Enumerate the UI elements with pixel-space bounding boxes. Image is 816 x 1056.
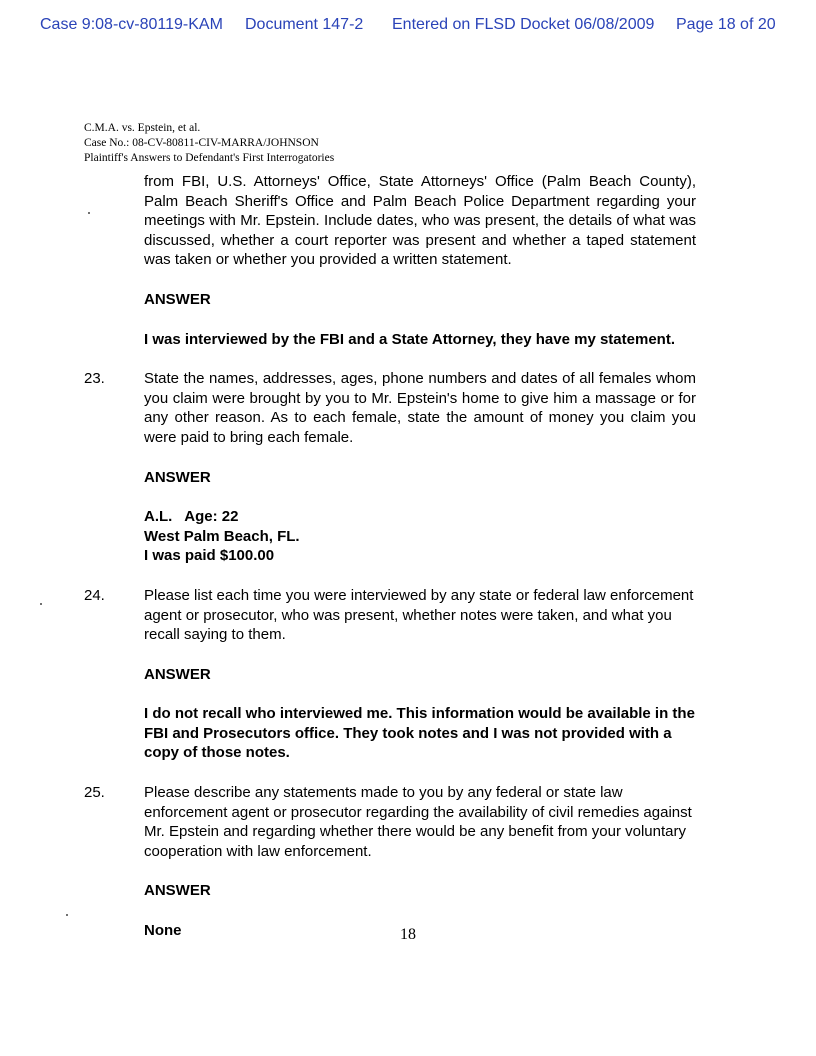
interrogatory-text: Please describe any statements made to you by any federal or state law enforcement agent or prosecutor regarding the availability of civil remedies against Mr. Epstein and regarding whether there would be any benefit from your voluntary cooperation with law enforcement. <box>144 784 692 860</box>
interrogatory-number: 25. <box>84 784 105 802</box>
scan-speck <box>66 914 68 916</box>
continuation-block <box>144 172 696 349</box>
scan-speck <box>88 212 90 214</box>
docket-document-number: Document 147-2 <box>245 16 364 33</box>
answer-payment: I was paid $100.00 <box>144 547 275 565</box>
continuation-text: from FBI, U.S. Attorneys' Office, State Attorneys' Office (Palm Beach County), Palm Beach Sheriff's Office and Palm Beach Police Department regarding your meetings with Mr. Epstein. Include dates, who was present, the details of what was discussed, whether a court reporter was present and whether a taped statement was taken or whether you provided a written statement. <box>144 173 696 269</box>
docket-entered-date: Entered on FLSD Docket 06/08/2009 <box>392 16 655 33</box>
answer-heading: ANSWER <box>144 882 211 900</box>
docket-header <box>0 16 816 40</box>
caption-document-title: Plaintiff's Answers to Defendant's First Interrogatories <box>84 152 335 164</box>
interrogatory-number: 23. <box>84 370 105 388</box>
answer-text: I was interviewed by the FBI and a State Attorney, they have my statement. <box>144 330 675 348</box>
answer-text: I do not recall who interviewed me. This information would be available in the FBI and Prosecutors office. They took notes and I was not provided with a copy of those notes. <box>144 705 695 762</box>
caption-case-number: Case No.: 08-CV-80811-CIV-MARRA/JOHNSON <box>84 137 319 149</box>
docket-page-count: Page 18 of 20 <box>676 16 776 33</box>
interrogatory-number: 24. <box>84 586 105 604</box>
interrogatory-25 <box>84 783 696 941</box>
answer-location: West Palm Beach, FL. <box>144 527 300 545</box>
answer-text: None <box>144 922 182 940</box>
answer-heading: ANSWER <box>144 665 211 683</box>
interrogatory-text: Please list each time you were interviewed by any state or federal law enforcement agent or prosecutor, who was present, whether notes were taken, and what you recall saying to them. <box>144 586 694 644</box>
page-number: 18 <box>400 926 416 943</box>
answer-heading: ANSWER <box>144 468 211 486</box>
interrogatory-text: State the names, addresses, ages, phone numbers and dates of all females whom you claim were brought by you to Mr. Epstein's home to give him a massage or for any other reason. As to each female, state the amount of money you claim you were paid to bring each female. <box>144 370 696 446</box>
answer-heading: ANSWER <box>144 290 211 308</box>
scan-speck <box>40 603 42 605</box>
case-caption <box>84 121 334 166</box>
caption-parties: C.M.A. vs. Epstein, et al. <box>84 122 201 134</box>
interrogatory-23 <box>84 369 696 566</box>
document-body <box>84 172 696 941</box>
docket-case-number: Case 9:08-cv-80119-KAM <box>40 16 223 33</box>
interrogatory-24 <box>84 586 696 763</box>
answer-name-age: A.L. Age: 22 <box>144 508 239 526</box>
